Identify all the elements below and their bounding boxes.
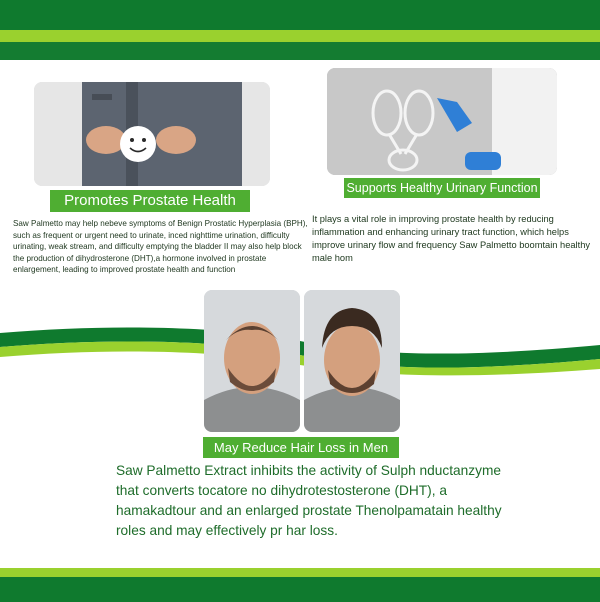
promotes-prostate-health-title: Promotes Prostate Health bbox=[50, 190, 250, 212]
hair-loss-description: Saw Palmetto Extract inhibits the activity of Sulph nductanzyme that converts tocatore no dihydrotestosterone (DHT), a hamakadtour and an enlarged prostate Thenolpamatain healthy roles and may effectively pr har loss. bbox=[116, 463, 502, 538]
urinary-function-title: Supports Healthy Urinary Function bbox=[344, 178, 540, 198]
doctor-urinary-photo bbox=[327, 68, 557, 175]
top-dark-band-2 bbox=[0, 42, 600, 60]
hair-loss-before-photo bbox=[204, 290, 300, 432]
urinary-description: It plays a vital role in improving prostate health by reducing inflammation and enhancing urinary tract function, which helps improve urinary flow and frequency Saw Palmetto boomtain healthy male hom bbox=[312, 214, 591, 263]
urinary-system-icon bbox=[327, 68, 557, 175]
smiley-placard-icon bbox=[34, 82, 270, 186]
hair-after-icon bbox=[304, 290, 400, 432]
top-dark-band bbox=[0, 0, 600, 30]
hair-loss-after-photo bbox=[304, 290, 400, 432]
hair-before-icon bbox=[204, 290, 300, 432]
bottom-dark-band bbox=[0, 577, 600, 602]
bottom-light-band bbox=[0, 568, 600, 577]
top-light-band bbox=[0, 30, 600, 42]
prostate-description: Saw Palmetto may help nebeve symptoms of Benign Prostatic Hyperplasia (BPH), such as frequent or urgent need to urinate, inced nighttime urination, difficulty urinating, weak stream, and difficulty emptying the bladder II may also help block the production of dihydrosterone (DHT),a hormone involved in prostate enlargement, leading to improved prostate health and function bbox=[13, 219, 308, 274]
hair-loss-title: May Reduce Hair Loss in Men bbox=[203, 437, 399, 458]
crotch-placard-photo bbox=[34, 82, 270, 186]
green-swoosh bbox=[0, 305, 600, 385]
